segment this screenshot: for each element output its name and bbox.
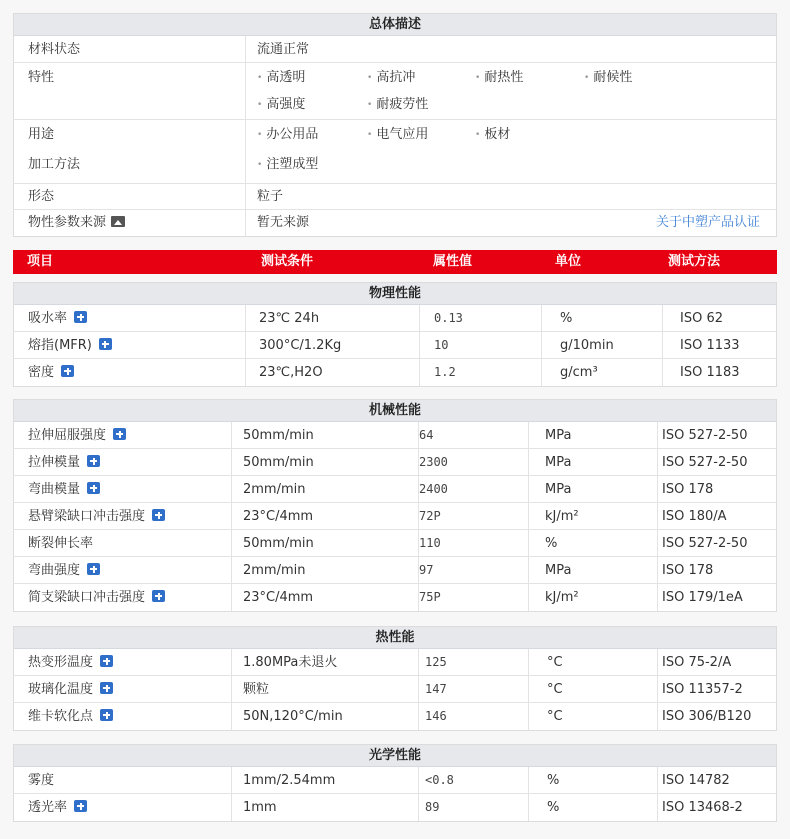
test-method: ISO 13468-2	[662, 800, 743, 815]
property-name: 弯曲强度	[28, 563, 81, 578]
property-value: 75P	[419, 590, 441, 604]
test-method: ISO 527-2-50	[662, 428, 748, 443]
section-panel	[13, 399, 777, 612]
test-method: ISO 11357-2	[662, 682, 743, 697]
property-name-cell	[28, 449, 100, 476]
feature-item: • 耐疲劳性	[367, 95, 428, 116]
unit: kJ/m²	[545, 590, 579, 605]
table-row	[14, 584, 776, 611]
property-name-cell	[28, 703, 113, 730]
certification-link[interactable]: 关于中塑产品认证	[655, 215, 760, 230]
table-row	[14, 557, 776, 584]
table-row	[14, 305, 776, 332]
unit: MPa	[545, 455, 572, 470]
add-compare-icon[interactable]	[87, 455, 100, 467]
property-value: 110	[419, 536, 441, 550]
unit: °C	[547, 709, 563, 724]
property-name-cell	[28, 767, 54, 794]
table-header	[13, 250, 777, 274]
test-condition: 1.80MPa未退火	[243, 655, 338, 670]
property-name: 透光率	[28, 800, 68, 815]
header-unit: 单位	[555, 254, 582, 269]
property-value: 97	[419, 563, 434, 577]
section-panel	[13, 626, 777, 731]
header-method: 测试方法	[668, 254, 721, 269]
property-name-cell	[28, 305, 87, 332]
property-value: 146	[425, 709, 447, 723]
property-name: 断裂伸长率	[28, 536, 94, 551]
source-row	[14, 210, 776, 236]
property-value: 2300	[419, 455, 448, 469]
overview-panel	[13, 13, 777, 237]
test-condition: 颗粒	[243, 682, 270, 697]
table-row	[14, 359, 776, 386]
property-value: 10	[434, 338, 449, 352]
table-row	[14, 703, 776, 730]
test-method: ISO 527-2-50	[662, 455, 748, 470]
material-state-value: 流通正常	[257, 42, 310, 57]
property-name-cell	[28, 422, 126, 449]
add-compare-icon[interactable]	[100, 655, 113, 667]
property-value: 2400	[419, 482, 448, 496]
header-value: 属性值	[433, 254, 473, 269]
property-value: 125	[425, 655, 447, 669]
test-method: ISO 179/1eA	[662, 590, 743, 605]
unit: %	[560, 311, 573, 326]
table-row	[14, 649, 776, 676]
section-panel	[13, 744, 777, 822]
feature-item: • 高抗冲	[367, 68, 415, 89]
table-row	[14, 794, 776, 821]
add-compare-icon[interactable]	[87, 563, 100, 575]
table-row	[14, 530, 776, 557]
test-condition: 23℃,H2O	[259, 365, 323, 380]
test-method: ISO 306/B120	[662, 709, 752, 724]
test-method: ISO 14782	[662, 773, 730, 788]
add-compare-icon[interactable]	[87, 482, 100, 494]
section-panel	[13, 282, 777, 387]
add-compare-icon[interactable]	[99, 338, 112, 350]
unit: g/10min	[560, 338, 614, 353]
source-value: 暂无来源	[257, 215, 310, 230]
features-label: 特性	[28, 70, 55, 85]
add-compare-icon[interactable]	[152, 509, 165, 521]
unit: g/cm³	[560, 365, 598, 380]
unit: °C	[547, 682, 563, 697]
test-condition: 300°C/1.2Kg	[259, 338, 342, 353]
test-method: ISO 1133	[680, 338, 740, 353]
form-row	[14, 184, 776, 210]
feature-item: • 高强度	[257, 95, 305, 116]
test-method: ISO 62	[680, 311, 723, 326]
source-label: 物性参数来源	[28, 215, 107, 230]
property-value: 89	[425, 800, 440, 814]
test-method: ISO 1183	[680, 365, 740, 380]
property-name-cell	[28, 584, 165, 611]
section-title: 机械性能	[14, 400, 776, 422]
overview-title: 总体描述	[14, 14, 776, 36]
form-value: 粒子	[257, 189, 284, 204]
unit: MPa	[545, 428, 572, 443]
property-name: 吸水率	[28, 311, 68, 326]
section-title: 光学性能	[14, 745, 776, 767]
property-name: 弯曲模量	[28, 482, 81, 497]
property-name-cell	[28, 649, 113, 676]
property-name: 玻璃化温度	[28, 682, 94, 697]
property-name: 拉伸模量	[28, 455, 81, 470]
table-row	[14, 422, 776, 449]
form-label: 形态	[28, 189, 55, 204]
property-value: 0.13	[434, 311, 463, 325]
add-compare-icon[interactable]	[100, 709, 113, 721]
property-name: 简支梁缺口冲击强度	[28, 590, 146, 605]
table-row	[14, 332, 776, 359]
section-title: 热性能	[14, 627, 776, 649]
section-title: 物理性能	[14, 283, 776, 305]
processing-item: • 注塑成型	[257, 155, 318, 176]
unit: MPa	[545, 563, 572, 578]
test-method: ISO 180/A	[662, 509, 727, 524]
test-condition: 50mm/min	[243, 536, 314, 551]
add-compare-icon[interactable]	[100, 682, 113, 694]
property-name: 熔指(MFR)	[28, 338, 92, 353]
unit: %	[547, 773, 560, 788]
uses-processing-row	[14, 120, 776, 184]
property-name: 维卡软化点	[28, 709, 94, 724]
image-icon[interactable]	[111, 216, 125, 227]
property-name-cell	[28, 530, 93, 557]
feature-item: • 耐热性	[475, 68, 523, 89]
add-compare-icon[interactable]	[61, 365, 74, 377]
test-method: ISO 75-2/A	[662, 655, 732, 670]
table-row	[14, 476, 776, 503]
add-compare-icon[interactable]	[113, 428, 126, 440]
property-value: 72P	[419, 509, 441, 523]
test-condition: 50mm/min	[243, 428, 314, 443]
property-name-cell	[28, 332, 112, 359]
use-item: • 板材	[475, 125, 510, 146]
property-value: 64	[419, 428, 434, 442]
table-row	[14, 449, 776, 476]
unit: %	[547, 800, 560, 815]
test-condition: 23℃ 24h	[259, 311, 320, 326]
test-condition: 2mm/min	[243, 563, 306, 578]
test-condition: 1mm	[243, 800, 277, 815]
property-name: 雾度	[28, 773, 55, 788]
property-name: 密度	[28, 365, 55, 380]
unit: MPa	[545, 482, 572, 497]
table-row	[14, 503, 776, 530]
property-value: 1.2	[434, 365, 456, 379]
test-condition: 23°C/4mm	[243, 590, 314, 605]
property-name-cell	[28, 676, 113, 703]
features-row	[14, 63, 776, 120]
test-condition: 50mm/min	[243, 455, 314, 470]
test-condition: 23°C/4mm	[243, 509, 314, 524]
material-state-row	[14, 36, 776, 63]
test-method: ISO 527-2-50	[662, 536, 748, 551]
unit: %	[545, 536, 558, 551]
property-name-cell	[28, 557, 100, 584]
table-row	[14, 676, 776, 703]
add-compare-icon[interactable]	[74, 311, 87, 323]
property-name-cell	[28, 794, 87, 821]
property-name-cell	[28, 503, 165, 530]
unit: °C	[547, 655, 563, 670]
property-name: 悬臂梁缺口冲击强度	[28, 509, 146, 524]
add-compare-icon[interactable]	[74, 800, 87, 812]
header-condition: 测试条件	[261, 254, 314, 269]
feature-item: • 高透明	[257, 68, 305, 89]
material-state-label: 材料状态	[28, 42, 81, 57]
source-label-wrap	[14, 210, 245, 236]
property-value: 147	[425, 682, 447, 696]
property-value: <0.8	[425, 773, 454, 787]
add-compare-icon[interactable]	[152, 590, 165, 602]
property-name-cell	[28, 359, 74, 386]
test-method: ISO 178	[662, 482, 714, 497]
processing-label: 加工方法	[28, 157, 81, 172]
unit: kJ/m²	[545, 509, 579, 524]
use-item: • 办公用品	[257, 125, 318, 146]
property-name-cell	[28, 476, 100, 503]
feature-item: • 耐候性	[584, 68, 632, 89]
property-name: 热变形温度	[28, 655, 94, 670]
property-name: 拉伸屈服强度	[28, 428, 107, 443]
table-row	[14, 767, 776, 794]
header-item: 项目	[27, 254, 54, 269]
use-item: • 电气应用	[367, 125, 428, 146]
uses-label: 用途	[28, 127, 55, 142]
test-condition: 50N,120°C/min	[243, 709, 343, 724]
test-condition: 2mm/min	[243, 482, 306, 497]
test-method: ISO 178	[662, 563, 714, 578]
test-condition: 1mm/2.54mm	[243, 773, 336, 788]
